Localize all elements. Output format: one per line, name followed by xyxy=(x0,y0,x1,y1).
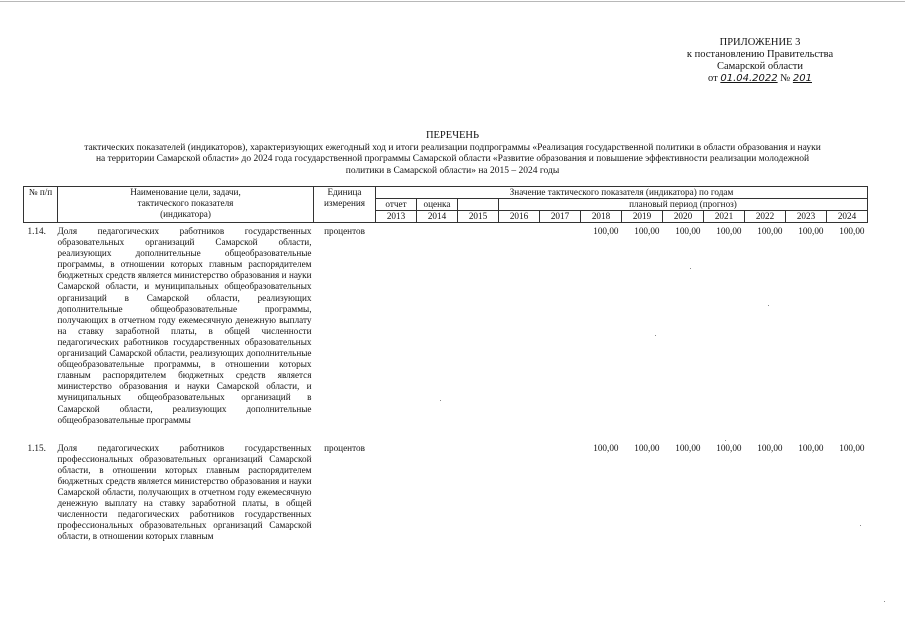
scan-speck xyxy=(884,601,885,602)
header-year-2023: 2023 xyxy=(786,211,827,223)
table-row xyxy=(24,440,868,543)
value-2024: 100,00 xyxy=(839,442,865,453)
number-prefix: № xyxy=(780,73,791,84)
value-2024: 100,00 xyxy=(839,226,865,236)
header-name xyxy=(58,187,314,223)
unit: процентов xyxy=(324,226,365,236)
indicator-name: Доля педагогических работников государственных образовательных организаций Самарской области, реализующих дополнительные общеобразовательные программы, в отношении которых главным распорядителем бюджетных средств является министерство образования и науки Самарской области, и муниципальных общеобразовательных организаций в Самарской области, реализующих дополнительные общеобразовательные программы, получающих в отчетном году ежемесячную денежную выплату на ставку заработной платы, в общей численности педагогических работников государственных образовательных организаций Самарской области, реализующих дополнительные общеобразовательные программы, в отношении которых главным распорядителем бюджетных средств является министерство образования и науки Самарской области, и муниципальных общеобразовательных организаций в Самарской области, реализующих дополнительные общеобразовательные программы xyxy=(57,226,312,425)
unit: процентов xyxy=(324,442,365,453)
header-unit xyxy=(314,187,376,223)
title-heading: ПЕРЕЧЕНЬ xyxy=(425,130,480,141)
header-year-2021: 2021 xyxy=(704,211,745,223)
value-2014 xyxy=(417,223,458,426)
header-num: № п/п xyxy=(24,187,58,223)
header-report: отчет xyxy=(376,199,417,211)
value-2022: 100,00 xyxy=(757,226,783,236)
value-2021: 100,00 xyxy=(716,442,742,453)
appendix-label: ПРИЛОЖЕНИЕ 3 xyxy=(719,37,801,48)
handwritten-number: 201 xyxy=(792,73,812,84)
date-prefix: от xyxy=(708,73,718,84)
indicators-table xyxy=(23,186,868,543)
value-2016 xyxy=(499,440,540,543)
value-2017 xyxy=(540,223,581,426)
value-2013 xyxy=(376,440,417,543)
appendix-decree: к постановлению Правительства xyxy=(686,49,834,60)
title-line-3: политики в Самарской области» на 2015 – 2024 годы xyxy=(345,165,560,176)
title-line-2: на территории Самарской области» до 2024 года государственной программы Самарской области «Развитие образования и повышение эффективности реализации молодежной xyxy=(95,154,810,165)
title-line-1: тактических показателей (индикаторов), характеризующих ежегодный ход и итоги реализации подпрограммы «Реализация государственной политики в области образования и науки xyxy=(84,142,821,153)
header-value-group: Значение тактического показателя (индикатора) по годам xyxy=(376,187,868,199)
value-2016 xyxy=(499,223,540,426)
row-number: 1.14. xyxy=(27,226,46,236)
value-2015 xyxy=(458,440,499,543)
header-unit-line-1: Единица xyxy=(327,187,362,197)
header-planned-blank xyxy=(458,199,499,211)
table-row xyxy=(24,223,868,426)
appendix-stamp xyxy=(630,37,890,85)
value-2022: 100,00 xyxy=(757,442,783,453)
value-2023: 100,00 xyxy=(798,226,824,236)
value-2018: 100,00 xyxy=(593,442,619,453)
value-2019: 100,00 xyxy=(634,442,660,453)
header-name-line-2: тактического показателя xyxy=(137,198,234,208)
header-year-2016: 2016 xyxy=(499,211,540,223)
row-spacer xyxy=(24,426,868,440)
scan-speck xyxy=(860,525,861,526)
header-planned: плановый период (прогноз) xyxy=(499,199,868,211)
header-name-line-3: (индикатора) xyxy=(160,209,211,219)
document-title xyxy=(30,130,875,177)
header-unit-line-2: измерения xyxy=(323,198,366,208)
header-year-2014: 2014 xyxy=(417,211,458,223)
value-2019: 100,00 xyxy=(634,226,660,236)
value-2013 xyxy=(376,223,417,426)
scan-speck xyxy=(440,400,441,401)
scan-speck xyxy=(725,440,726,441)
header-year-2019: 2019 xyxy=(622,211,663,223)
header-name-line-1: Наименование цели, задачи, xyxy=(130,187,241,197)
value-2020: 100,00 xyxy=(675,442,701,453)
appendix-region: Самарской области xyxy=(717,61,803,72)
header-year-2013: 2013 xyxy=(376,211,417,223)
value-2023: 100,00 xyxy=(798,442,824,453)
handwritten-date: 01.04.2022 xyxy=(720,73,778,84)
header-estimate: оценка xyxy=(417,199,458,211)
scan-speck xyxy=(690,268,691,269)
value-2018: 100,00 xyxy=(593,226,619,236)
scan-top-edge xyxy=(0,1,905,2)
indicator-name: Доля педагогических работников государственных профессиональных образовательных организаций Самарской области, в отношении которых главным распорядителем бюджетных средств является министерство образования и науки Самарской области, получающих в отчетном году ежемесячную денежную выплату на ставку заработной платы, в общей численности педагогических работников государственных профессиональных образовательных организаций Самарской области, в отношении которых главным xyxy=(57,442,312,542)
appendix-date-line xyxy=(630,73,890,85)
value-2021: 100,00 xyxy=(716,226,742,236)
scan-speck xyxy=(768,305,769,306)
value-2015 xyxy=(458,223,499,426)
header-year-2020: 2020 xyxy=(663,211,704,223)
value-2017 xyxy=(540,440,581,543)
header-year-2017: 2017 xyxy=(540,211,581,223)
header-year-2022: 2022 xyxy=(745,211,786,223)
row-number: 1.15. xyxy=(27,442,46,453)
header-year-2015: 2015 xyxy=(458,211,499,223)
header-year-2024: 2024 xyxy=(827,211,868,223)
value-2020: 100,00 xyxy=(675,226,701,236)
value-2014 xyxy=(417,440,458,543)
scan-speck xyxy=(655,335,656,336)
header-year-2018: 2018 xyxy=(581,211,622,223)
